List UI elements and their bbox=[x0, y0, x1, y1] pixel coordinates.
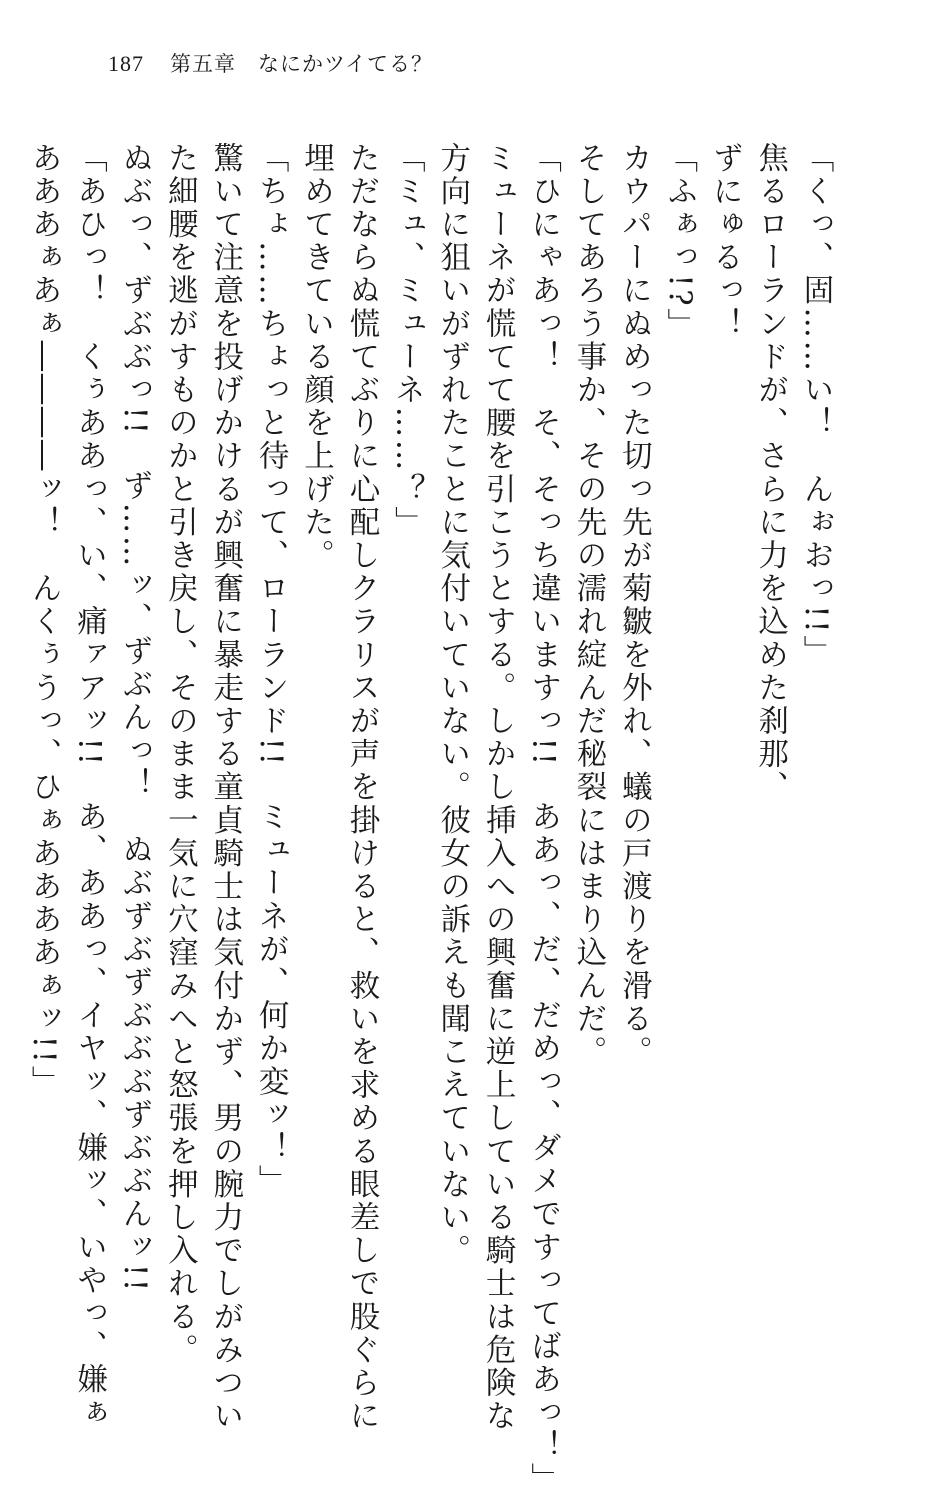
text-line: カウパーにぬめった切っ先が菊皺を外れ、蟻の戸渡りを滑る。 bbox=[616, 142, 652, 1069]
text-line: 埋めてきている顔を上げた。 bbox=[298, 142, 334, 573]
text-line: 「ひにゃあっ！ そ、そっち違いますっ!! ああっ、だ、だめっ、ダメですってばあっ！」 bbox=[525, 142, 561, 1496]
text-line: 「ミュ、ミューネ……？」 bbox=[389, 142, 425, 540]
text-line: 「くっ、固……い！ んぉおっ!!」 bbox=[798, 142, 833, 669]
text-line: 焦るローランドが、さらに力を込めた刹那、 bbox=[752, 142, 788, 804]
page-number: 187 bbox=[108, 51, 144, 76]
text-line: あああぁあぁ――――ッ！ んくぅうっ、ひぁああああぁッ!!」 bbox=[26, 142, 62, 1099]
text-line: 方向に狙いがずれたことに気付いていない。彼女の訴えも聞こえていない。 bbox=[434, 142, 470, 1268]
text-line: 「ふぁっ!?」 bbox=[661, 142, 697, 342]
text-line: ミューネが慌てて腰を引こうとする。しかし挿入への興奮に逆上している騎士は危険な bbox=[480, 142, 516, 1433]
text-line: そしてあろう事か、その先の濡れ綻んだ秘裂にはまり込んだ。 bbox=[570, 142, 606, 1069]
running-head bbox=[108, 48, 433, 78]
text-line: 驚いて注意を投げかけるが興奮に暴走する童貞騎士は気付かず、男の腕力でしがみつい bbox=[207, 142, 243, 1433]
text-line: 「あひっ！ くぅああっ、い、痛ァアッ!! あ、ああっ、イヤッ、嫌ッ、いやっ、嫌ぁ bbox=[71, 142, 107, 1430]
text-line: た細腰を逃がすものかと引き戻し、そのまま一気に穴窪みへと怒張を押し入れる。 bbox=[162, 142, 198, 1367]
vertical-body-text bbox=[26, 142, 838, 1496]
text-line: ぬぶっ、ずぶぶっ!! ず……ッ、ずぶんっ！ ぬぶずぶずぶぶぶずぶぶんッ!! bbox=[116, 142, 152, 1294]
chapter-label: 第五章 bbox=[170, 52, 236, 76]
text-line: ずにゅるっ！ bbox=[707, 142, 743, 341]
text-line: 「ちょ……ちょっと待って、ローランド!! ミューネが、何か変ッ！」 bbox=[253, 142, 289, 1198]
chapter-title: なにかツイてる？ bbox=[258, 52, 433, 76]
text-line: ただならぬ慌てぶりに心配しクラリスが声を掛けると、救いを求める眼差しで股ぐらに bbox=[343, 142, 379, 1433]
